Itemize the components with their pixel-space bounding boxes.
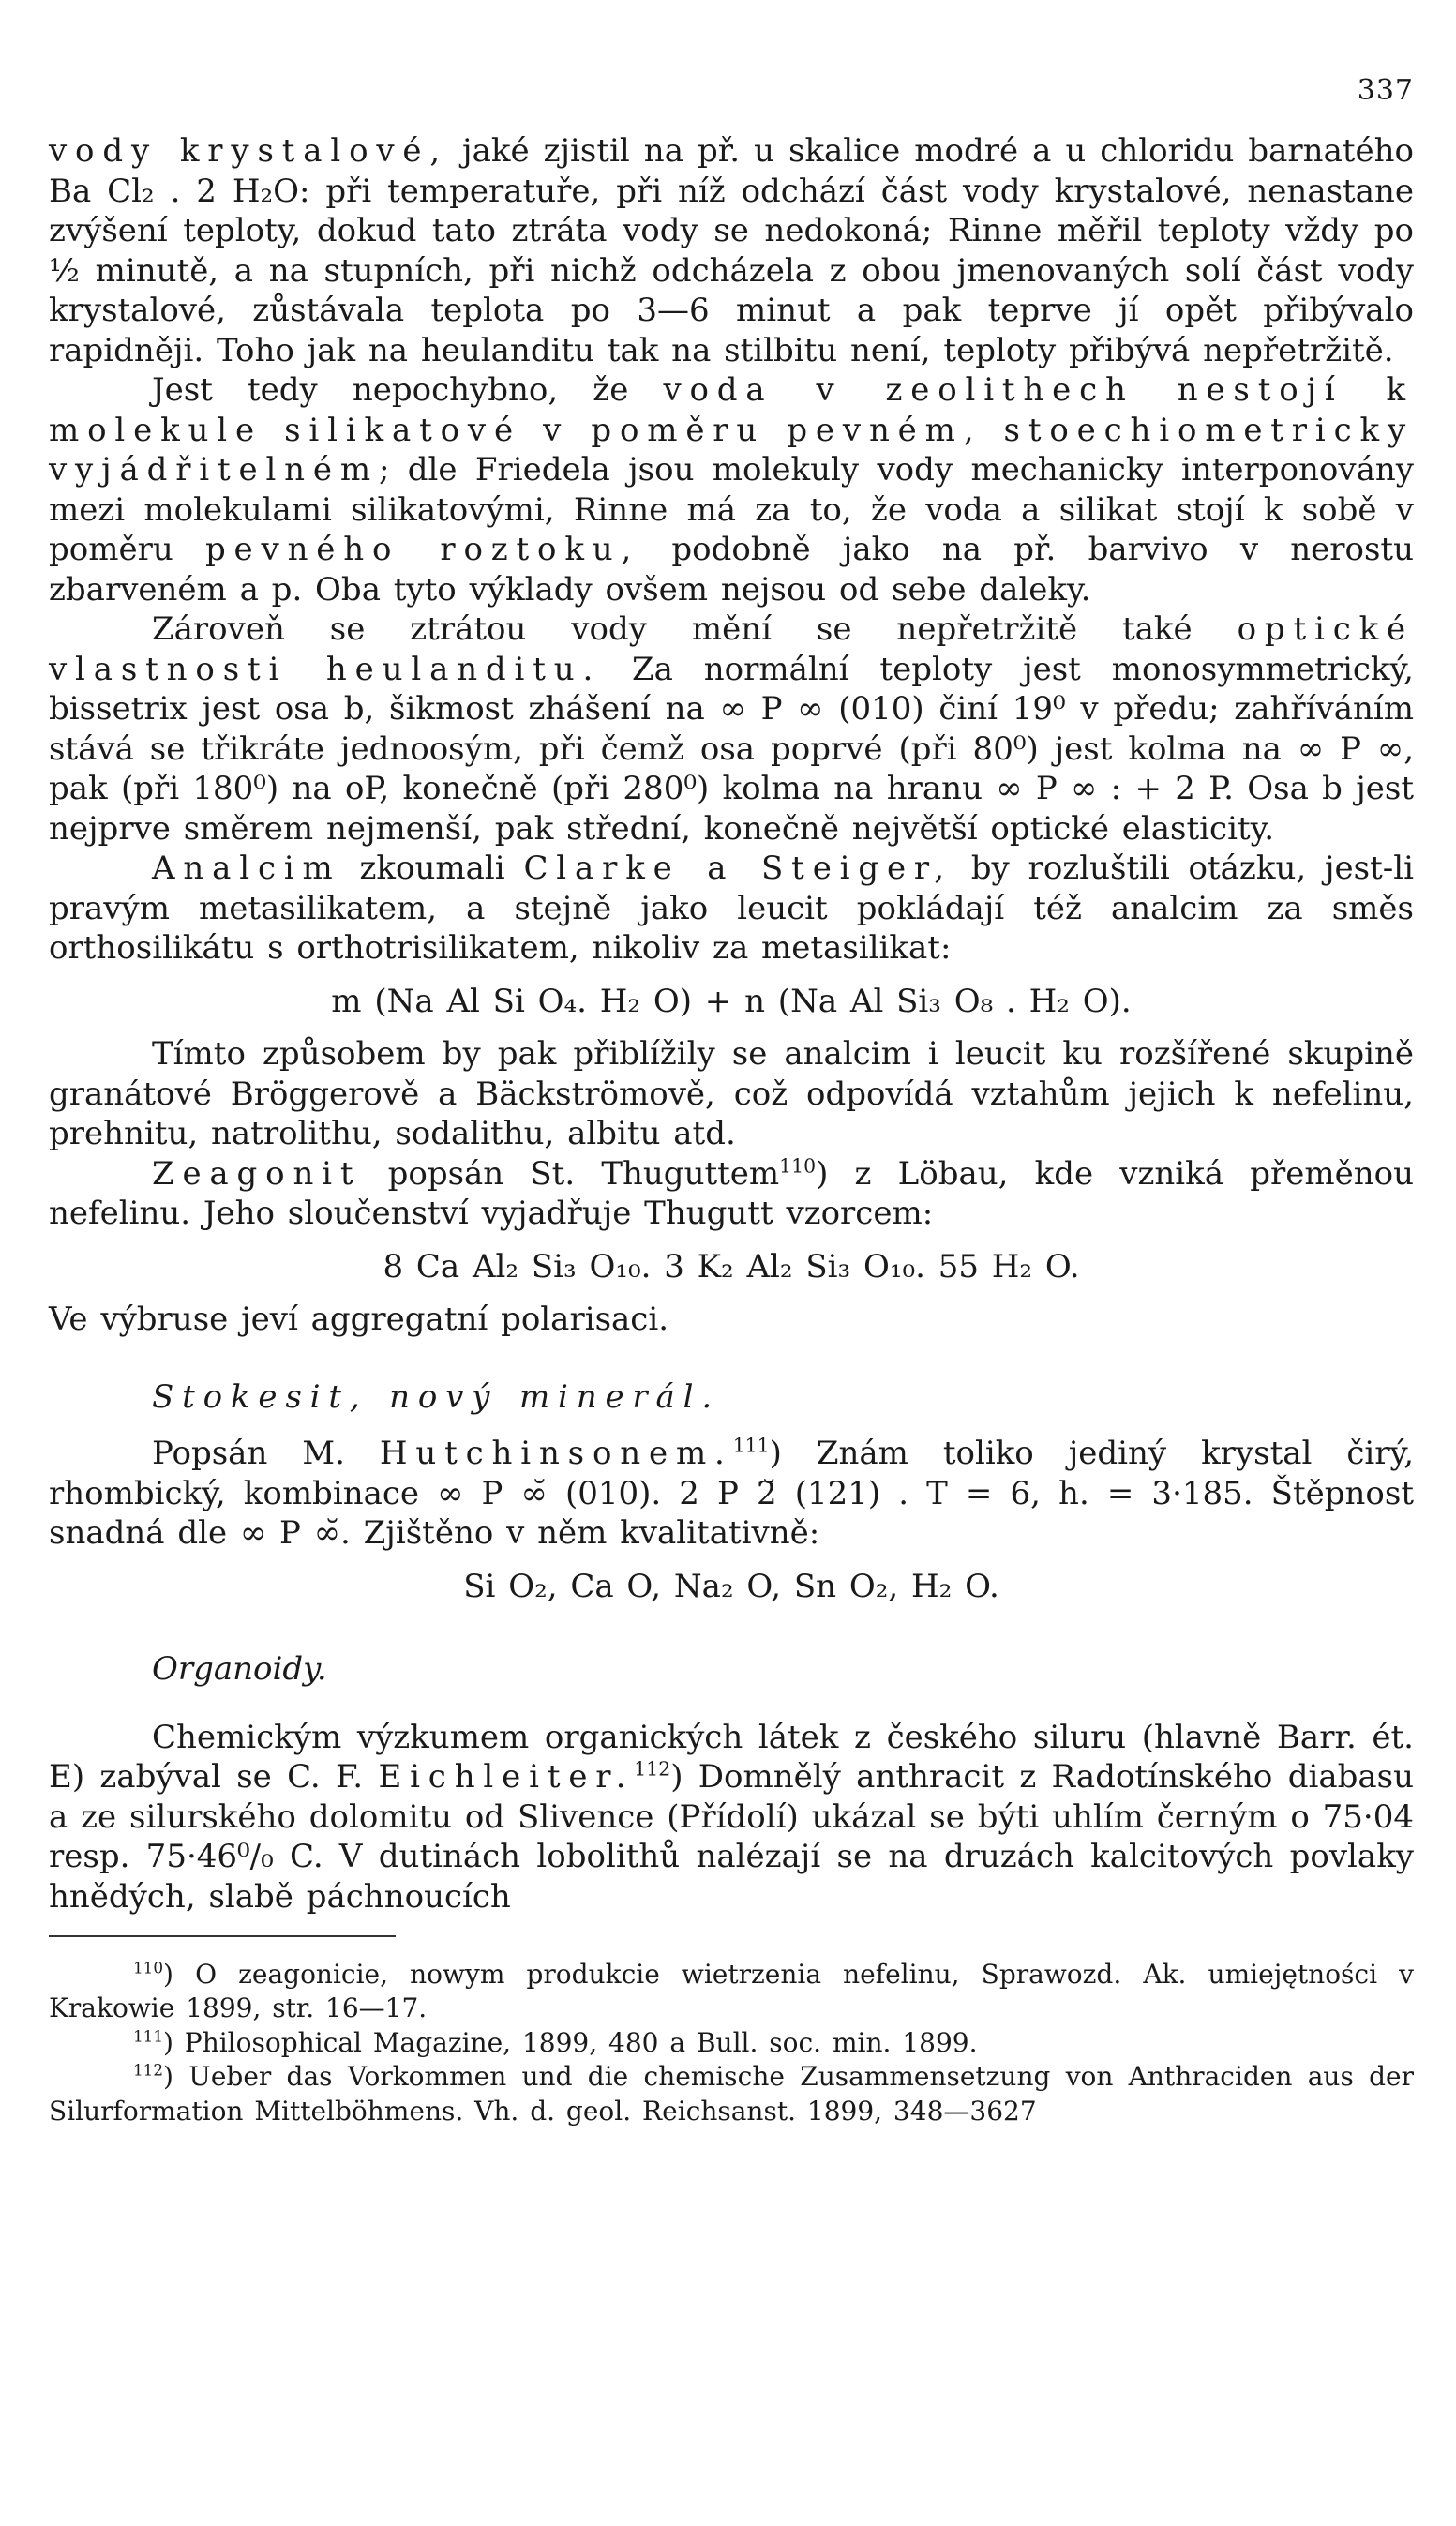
spaced-emphasis: Clarke a Steiger, [523, 850, 953, 887]
footnote-text: ) O zeagonicie, nowym produkcie wietrzenia nefelinu, Sprawozd. Ak. umiejętności v Krakowie 1899, str. 16—17. [49, 1959, 1414, 2024]
footnote-mark: 110 [133, 1958, 164, 1977]
paragraph-water-crystallization [49, 131, 1414, 370]
section-heading-stokesit [49, 1377, 1414, 1418]
paragraph-text: Jest tedy nepochybno, že [152, 371, 664, 409]
paragraph-organoidy [49, 1718, 1414, 1917]
footnote-111 [49, 2026, 1414, 2060]
paragraph-text: jaké zjistil na př. u skalice modré a u chloridu barnatého Ba Cl₂ . 2 H₂O: při temperatuře, při níž odchází část vody krystalové, nenastane zvýšení teploty, dokud tato ztráta vody se nedokoná; Rinne měřil teploty vždy po ½ minutě, a na stupních, při nichž odcházela z obou jmenovaných solí část vody krystalové, zůstávala teplota po 3—6 minut a pak teprve jí opět přibývalo rapidněji. Toho jak na heulanditu tak na stilbitu není, teploty přibývá nepřetržitě. [49, 132, 1414, 369]
footnote-divider [49, 1935, 396, 1937]
footnote-ref[interactable]: 111 [732, 1434, 770, 1457]
section-heading-organoidy: Organoidy. [152, 1650, 327, 1688]
paragraph-text: Za normální teploty jest monosymmetrický, bissetrix jest osa b, šikmost zhášení na ∞ P ∞ (010) činí 19⁰ v předu; zahříváním stává se třikráte jednoosým, při čemž osa poprvé (při 80⁰) jest kolma na ∞ P ∞, pak (při 180⁰) na oP, konečně (při 280⁰) kolma na hranu ∞ P ∞ : + 2 P. Osa b jest nejprve směrem nejmenší, pak střední, konečně největší optické elasticity. [49, 650, 1414, 848]
footnote-text: ) Philosophical Magazine, 1899, 480 a Bull. soc. min. 1899. [163, 2026, 978, 2058]
paragraph-text: by rozluštili otázku, jest-li pravým metasilikatem, a stejně jako leucit pokládají též analcim za směs orthosilikátu s orthotrisilikatem, nikoliv za metasilikat: [49, 850, 1414, 967]
spaced-emphasis: pevného roztoku, [204, 531, 640, 568]
paragraph-thin-section: Ve výbruse jeví aggregatní polarisaci. [49, 1301, 669, 1338]
paragraph-granate-group: Tímto způsobem by pak přiblížily se analcim i leucit ku rozšířené skupině granátové Bröggerově a Bäckströmově, což odpovídá vztahům jejich k nefelinu, prehnitu, natrolithu, sodalithu, albitu atd. [49, 1035, 1414, 1152]
paragraph-text: podobně jako na př. barvivo v nerostu zbarveném a p. Oba tyto výklady ovšem nejsou od sebe daleky. [49, 531, 1414, 609]
footnote-112 [49, 2060, 1414, 2128]
spaced-emphasis: optické vlastnosti heulanditu. [49, 610, 1414, 688]
footnote-110 [49, 1958, 1414, 2026]
spaced-emphasis: vody krystalové, [49, 132, 449, 170]
spaced-emphasis: Eichleiter. [378, 1758, 635, 1796]
formula-stokesit: Si O₂, Ca O, Na₂ O, Sn O₂, H₂ O. [463, 1567, 999, 1605]
page-number: 337 [1357, 74, 1414, 107]
spaced-emphasis: Zeagonit [152, 1154, 362, 1193]
footnotes [49, 1958, 1414, 2128]
paragraph-text: Popsán M. [152, 1435, 380, 1472]
paragraph-text: popsán St. Thuguttem [361, 1154, 780, 1193]
paragraph-text: ) Znám toliko jediný krystal čirý, rhombický, kombinace ∞ P ∞̆ (010). 2 P 2̆ (121) . T = 6, h. = 3·185. Štěpnost snadná dle ∞ P ∞̆. Zjištěno v něm kvalitativně: [49, 1435, 1415, 1552]
paragraph-text: ) z Löbau, kde vzniká přeměnou nefelinu. Jeho sloučenství vyjadřuje Thugutt vzorcem: [49, 1154, 1415, 1232]
paragraph-optical-properties [49, 609, 1414, 849]
footnote-ref[interactable]: 112 [634, 1757, 671, 1781]
paragraph-text: Zároveň se ztrátou vody mění se nepřetržitě také [152, 610, 1238, 648]
spaced-emphasis: Hutchinsonem. [379, 1435, 733, 1472]
paragraph-text: Chemickým výzkumem organických látek z českého siluru (hlavně Barr. ét. E) zabýval se C. F. [49, 1718, 1414, 1796]
spaced-emphasis: Analcim [152, 850, 341, 887]
paragraph-text: ; dle Friedela jsou molekuly vody mechanicky interponovány mezi molekulami silikatovými, Rinne má za to, že voda a silikat stojí k sobě v poměru [49, 451, 1414, 568]
formula-zeagonit: 8 Ca Al₂ Si₃ O₁₀. 3 K₂ Al₂ Si₃ O₁₀. 55 H₂ O. [383, 1247, 1080, 1286]
paragraph-zeolite-water [49, 370, 1414, 609]
footnote-mark: 111 [133, 2026, 164, 2046]
footnote-mark: 112 [133, 2060, 164, 2080]
paragraph-stokesit [49, 1434, 1414, 1554]
heading-text: Stokesit, nový minerál. [152, 1377, 720, 1416]
formula-analcim: m (Na Al Si O₄. H₂ O) + n (Na Al Si₃ O₈ . H₂ O). [331, 982, 1132, 1020]
paragraph-analcim [49, 849, 1414, 969]
paragraph-text: zkoumali [340, 850, 524, 887]
paragraph-text: ) Domnělý anthracit z Radotínského diabasu a ze silurského dolomitu od Slivence (Přídolí) ukázal se býti uhlím černým o 75·04 resp. 75·46⁰/₀ C. V dutinách lobolithů nalézají se na druzách kalcitových povlaky hnědých, slabě páchnoucích [49, 1758, 1415, 1916]
spaced-emphasis: voda v zeolithech nestojí k molekule silikatové v poměru pevném, stoechiometricky vyjádřitelném [49, 371, 1414, 489]
footnote-text: ) Ueber das Vorkommen und die chemische Zusammensetzung von Anthraciden aus der Silurformation Mittelböhmens. Vh. d. geol. Reichsanst. 1899, 348—3627 [49, 2061, 1414, 2127]
footnote-ref[interactable]: 110 [779, 1154, 817, 1178]
paragraph-zeagonit [49, 1154, 1414, 1234]
